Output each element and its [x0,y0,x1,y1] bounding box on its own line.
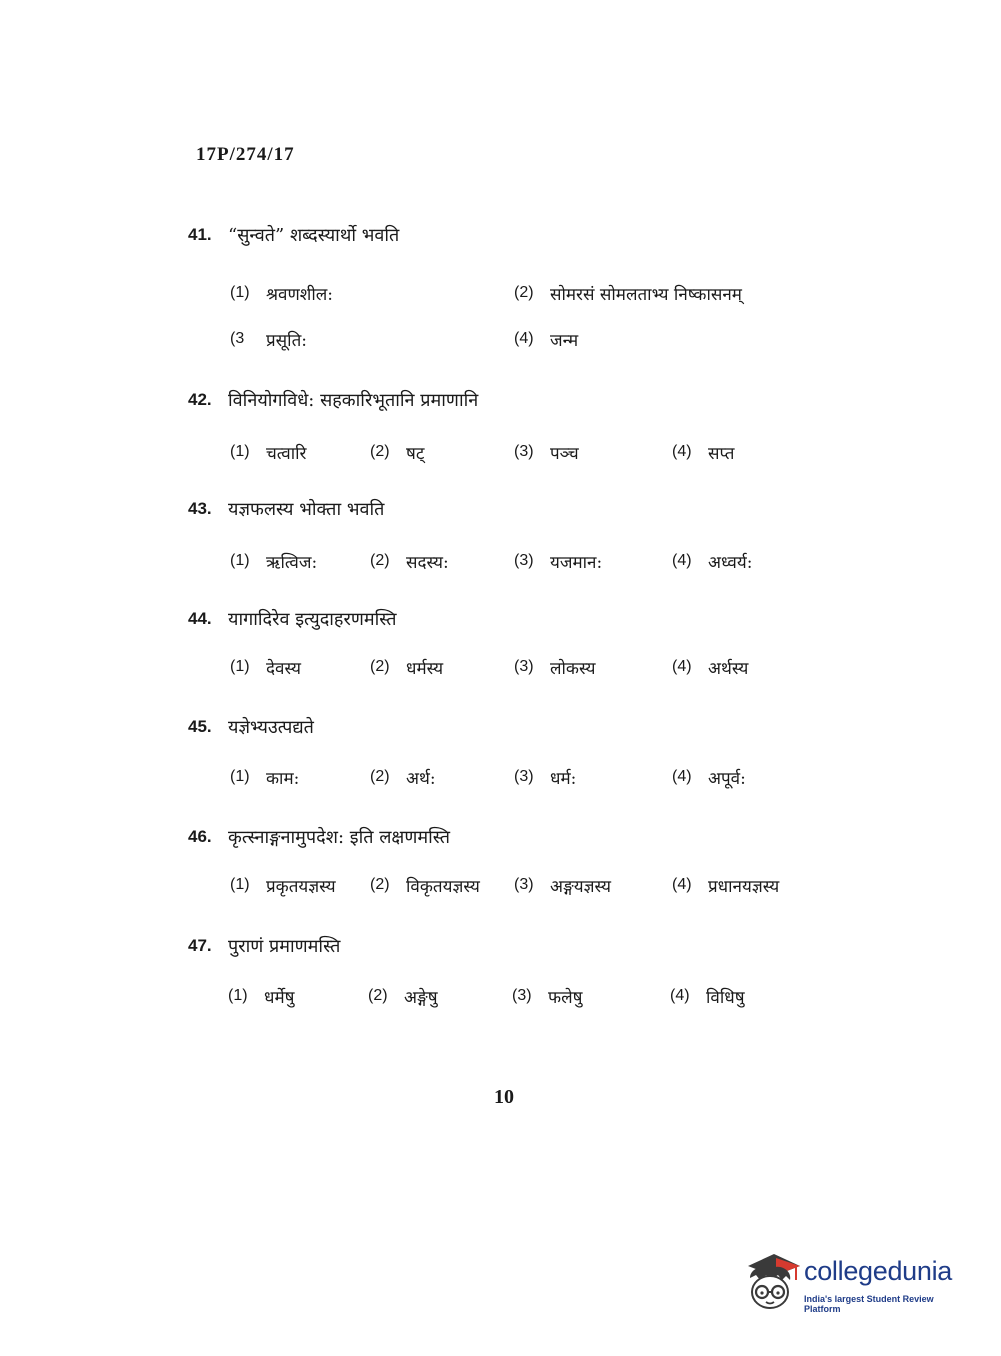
option-number: (4) [672,768,692,785]
question-number: 46. [188,827,212,846]
page-number: 10 [494,1086,514,1108]
question-43 [188,494,868,576]
paper-code: 17P/274/17 [196,144,295,165]
option-text: लोकस्य [550,658,596,679]
option-text: अध्वर्य: [708,552,753,573]
question-42 [188,385,868,467]
option-2 [370,762,436,792]
option-1 [230,278,333,308]
option-2 [370,652,443,682]
option-text: धर्मेषु [264,987,295,1008]
option-4 [514,324,578,354]
options-row [188,546,868,576]
option-number: (1) [230,658,250,675]
option-number: (2) [514,284,534,301]
option-1 [230,870,336,900]
option-2 [370,870,480,900]
option-text: अपूर्व: [708,768,746,789]
option-text: सप्त [708,443,735,464]
option-number: (1) [230,876,250,893]
option-4 [672,652,748,682]
brand-name: collegedunia [804,1256,953,1286]
option-text: ऋत्विज: [266,552,318,573]
question-text: यज्ञफलस्य भोक्ता भवति [228,499,385,520]
question-text: “सुन्वते” शब्दस्यार्थो भवति [228,225,400,246]
option-1 [230,652,301,682]
option-number: (2) [370,443,390,460]
option-2 [370,437,424,467]
option-number: (1) [230,768,250,785]
question-45 [188,712,868,792]
option-number: (4) [670,987,690,1004]
question-number: 41. [188,225,212,244]
option-text: सदस्य: [406,552,449,573]
option-text: चत्वारि [266,443,307,464]
option-text: जन्म [550,330,579,351]
option-3 [514,546,602,576]
option-number: (3) [514,552,534,569]
option-text: विकृतयज्ञस्य [406,876,480,897]
options-row [188,437,868,467]
option-text: यजमान: [550,552,603,573]
option-1 [230,437,307,467]
question-number: 42. [188,390,212,409]
option-text: प्रधानयज्ञस्य [708,876,780,897]
option-text: अर्थ: [406,768,436,789]
options-row [188,870,868,900]
option-2 [370,546,449,576]
options-row [188,762,868,792]
option-number: (1) [230,552,250,569]
options-row [188,981,868,1011]
option-number: (1) [230,284,250,301]
options-row [188,652,868,682]
option-3 [514,652,595,682]
option-1 [230,762,299,792]
question-text: यज्ञेभ्यउत्पद्यते [228,717,314,738]
question-46 [188,822,868,900]
brand-tagline: India's largest Student Review Platform [804,1294,934,1314]
option-text: धर्म: [550,768,577,789]
option-3 [514,762,576,792]
option-4 [672,437,734,467]
option-number: (4) [672,876,692,893]
option-number: (4) [672,658,692,675]
question-text: विनियोगविधे: सहकारिभूतानि प्रमाणानि [228,390,479,411]
option-4 [670,981,745,1011]
option-number: (1) [228,987,248,1004]
option-number: (3 [230,330,245,347]
question-number: 44. [188,609,212,628]
collegedunia-watermark [742,1248,972,1318]
option-number: (4) [672,443,692,460]
option-4 [672,762,746,792]
option-3 [512,981,582,1011]
question-number: 43. [188,499,212,518]
option-2 [368,981,438,1011]
option-number: (3) [514,768,534,785]
option-text: पञ्च [550,443,579,464]
question-text: कृत्स्नाङ्गनामुपदेश: इति लक्षणमस्ति [228,827,451,848]
option-number: (2) [370,658,390,675]
option-number: (2) [370,876,390,893]
question-number: 45. [188,717,212,736]
option-text: धर्मस्य [406,658,444,679]
option-number: (3) [514,876,534,893]
option-number: (2) [370,552,390,569]
option-1 [230,546,317,576]
question-text: पुराणं प्रमाणमस्ति [228,936,341,957]
options-row [188,278,868,308]
option-number: (2) [370,768,390,785]
option-2 [514,278,742,308]
option-text: अर्थस्य [708,658,749,679]
option-text: फलेषु [548,987,583,1008]
option-number: (3) [512,987,532,1004]
question-47 [188,931,868,1011]
option-text: प्रसूति: [266,330,307,351]
option-3 [514,437,579,467]
option-number: (4) [672,552,692,569]
option-text: सोमरसं सोमलताभ्य निष्कासनम् [550,284,742,305]
option-3 [514,870,611,900]
options-row [188,324,868,354]
option-3 [230,324,307,354]
option-text: काम: [266,768,300,789]
option-number: (3) [514,443,534,460]
option-text: प्रकृतयज्ञस्य [266,876,336,897]
option-text: अङ्गयज्ञस्य [550,876,611,897]
option-4 [672,870,779,900]
option-text: विधिषु [706,987,745,1008]
question-number: 47. [188,936,212,955]
option-text: षट् [406,443,425,464]
option-number: (1) [230,443,250,460]
mascot-icon [742,1248,802,1312]
option-number: (4) [514,330,534,347]
question-44 [188,604,868,682]
option-number: (3) [514,658,534,675]
question-41 [188,220,868,354]
option-1 [228,981,294,1011]
option-number: (2) [368,987,388,1004]
option-4 [672,546,752,576]
question-text: यागादिरेव इत्युदाहरणमस्ति [228,609,397,630]
option-text: अङ्गेषु [404,987,438,1008]
option-text: देवस्य [266,658,301,679]
option-text: श्रवणशील: [266,284,333,305]
